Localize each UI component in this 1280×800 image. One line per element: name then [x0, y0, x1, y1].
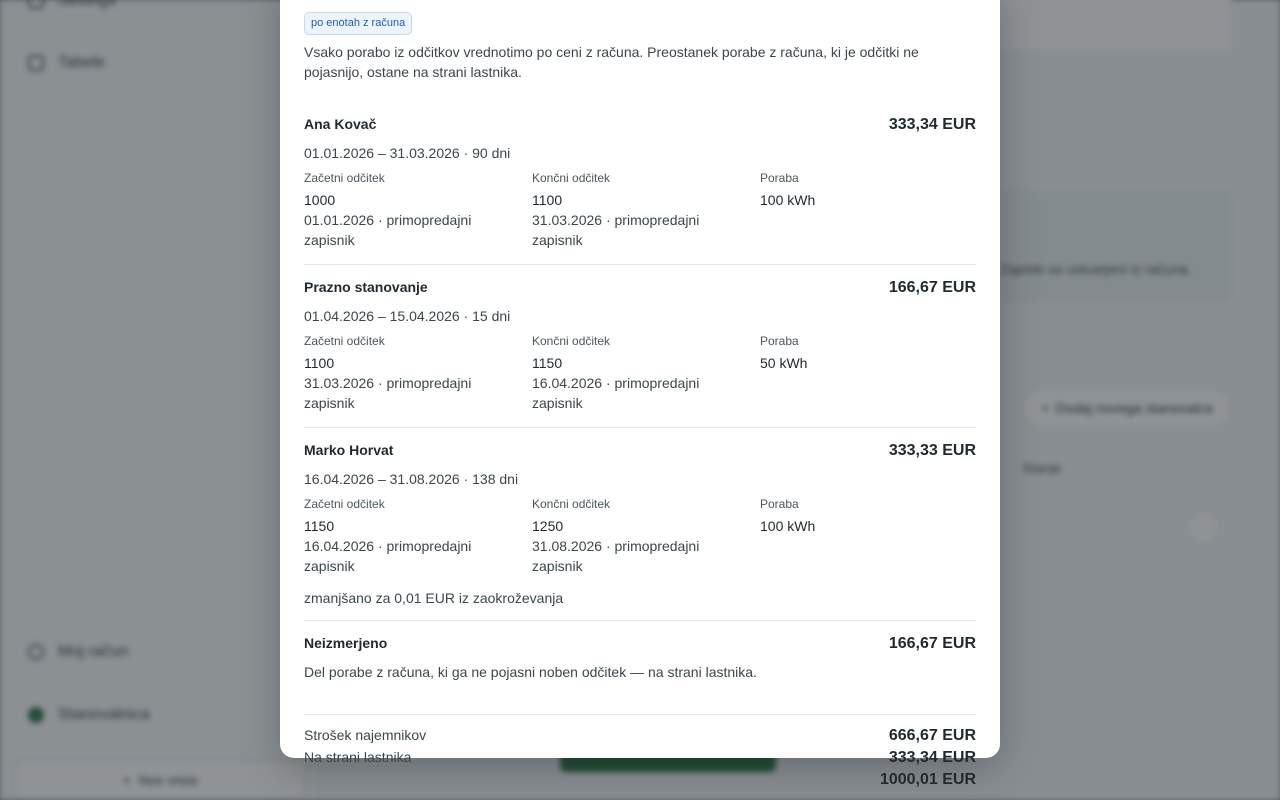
end-reading-label: Končni odčitek: [532, 171, 611, 185]
usage: [760, 171, 976, 250]
usage-label: Poraba: [760, 334, 799, 348]
readings-grid: [304, 334, 976, 413]
readings-grid: [304, 171, 976, 250]
unmeasured-section: [304, 621, 976, 715]
tenant-amount: 333,34 EUR: [888, 116, 976, 133]
tenant-name: Prazno stanovanje: [304, 279, 428, 295]
tenant-amount: 166,67 EUR: [888, 279, 976, 296]
usage-value: 100 kWh: [760, 192, 816, 208]
readings-grid: [304, 497, 976, 576]
total-owner-value: 333,34 EUR: [888, 749, 976, 766]
tenant-header: [304, 279, 976, 297]
start-reading-note: 16.04.2026 · primopredajni zapisnik: [304, 538, 472, 574]
end-reading-note: 31.03.2026 · primopredajni zapisnik: [532, 212, 700, 248]
end-reading-label: Končni odčitek: [532, 334, 611, 348]
tenant-name: Marko Horvat: [304, 442, 394, 458]
usage-label: Poraba: [760, 497, 799, 511]
tenant-amount: 333,33 EUR: [888, 442, 976, 459]
intro-text: Vsako porabo iz odčitkov vrednotimo po ceni z računa. Preostanek porabe z računa, ki je odčitki ne pojasnijo, ostane na strani lastnika.: [304, 44, 919, 80]
allocation-modal: [280, 0, 1000, 788]
start-reading-value: 1150: [304, 518, 335, 534]
usage-label: Poraba: [760, 171, 799, 185]
total-sum-row: [304, 771, 976, 789]
end-reading-value: 1150: [532, 355, 563, 371]
usage: [760, 334, 976, 413]
total-owner-label: Na strani lastnika: [304, 749, 412, 765]
unmeasured-header: [304, 635, 976, 653]
end-reading-note: 31.08.2026 · primopredajni zapisnik: [532, 538, 700, 574]
total-tenants-label: Strošek najemnikov: [304, 727, 427, 743]
method-badge: po enotah z računa: [304, 12, 412, 35]
start-reading-value: 1100: [304, 355, 335, 371]
unmeasured-name: Neizmerjeno: [304, 635, 388, 651]
end-reading-value: 1100: [532, 192, 563, 208]
tenant-section: [304, 116, 976, 265]
tenant-period: 16.04.2026 – 31.08.2026 · 138 dni: [304, 471, 519, 487]
total-tenants-row: [304, 727, 976, 745]
unmeasured-description: Del porabe z računa, ki ga ne pojasni noben odčitek — na strani lastnika.: [304, 664, 757, 680]
start-reading-value: 1000: [304, 192, 336, 208]
start-reading-label: Začetni odčitek: [304, 171, 385, 185]
start-reading-note: 01.01.2026 · primopredajni zapisnik: [304, 212, 472, 248]
start-reading-label: Začetni odčitek: [304, 497, 385, 511]
total-tenants-value: 666,67 EUR: [888, 727, 976, 744]
usage-value: 100 kWh: [760, 518, 816, 534]
rounding-note: zmanjšano za 0,01 EUR iz zaokroževanja: [304, 590, 564, 606]
start-reading: [304, 334, 532, 413]
end-reading-value: 1250: [532, 518, 564, 534]
start-reading-label: Začetni odčitek: [304, 334, 385, 348]
tenant-section: [304, 428, 976, 621]
end-reading-label: Končni odčitek: [532, 497, 611, 511]
tenant-name: Ana Kovač: [304, 116, 377, 132]
total-sum-value: 1000,01 EUR: [879, 771, 976, 788]
start-reading-note: 31.03.2026 · primopredajni zapisnik: [304, 375, 472, 411]
end-reading: [532, 171, 760, 250]
end-reading: [532, 497, 760, 576]
total-owner-row: [304, 749, 976, 767]
modal-content: [304, 12, 976, 789]
end-reading: [532, 334, 760, 413]
tenant-period: 01.04.2026 – 15.04.2026 · 15 dni: [304, 308, 511, 324]
start-reading: [304, 497, 532, 576]
totals: [304, 715, 976, 789]
tenant-period: 01.01.2026 – 31.03.2026 · 90 dni: [304, 145, 511, 161]
tenant-header: [304, 442, 976, 460]
start-reading: [304, 171, 532, 250]
usage: [760, 497, 976, 576]
end-reading-note: 16.04.2026 · primopredajni zapisnik: [532, 375, 700, 411]
unmeasured-amount: 166,67 EUR: [888, 635, 976, 652]
usage-value: 50 kWh: [760, 355, 808, 371]
tenant-section: [304, 265, 976, 428]
tenant-header: [304, 116, 976, 134]
